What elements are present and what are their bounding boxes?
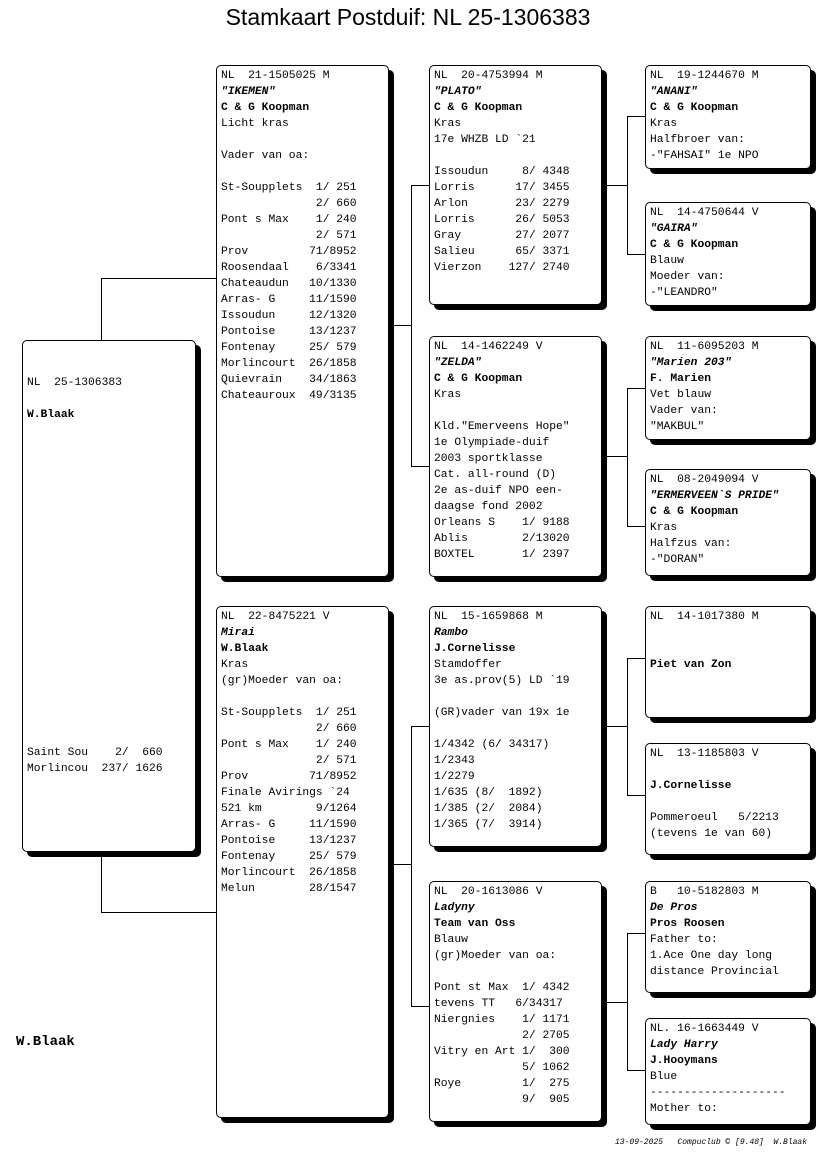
connector (627, 526, 645, 527)
connector (627, 254, 645, 255)
card-line: Morlincourt 26/1858 (221, 867, 357, 879)
card-line: Team van Oss (434, 918, 516, 930)
connector (627, 933, 645, 934)
card-line: NL 20-1613086 V (434, 886, 543, 898)
card-line: 9/ 905 (434, 1094, 570, 1106)
card-line: Moeder van: (650, 271, 725, 283)
card-line: Pont st Max 1/ 4342 (434, 982, 570, 994)
card-line: Kras (434, 118, 462, 130)
connector (602, 456, 627, 457)
card-line: Arlon 23/ 2279 (434, 198, 570, 210)
card-line: 2/ 660 (221, 723, 357, 735)
card-line: (gr)Moeder van oa: (221, 675, 344, 687)
mmf-card[interactable] (645, 881, 811, 993)
card-line: NL 14-1462249 V (434, 341, 543, 353)
card-line: NL 25-1306383 (27, 377, 122, 389)
card-line: NL 21-1505025 M (221, 70, 330, 82)
card-line: Orleans S 1/ 9188 (434, 517, 570, 529)
card-line: Licht kras (221, 118, 289, 130)
card-line: 2e as-duif NPO een- (434, 485, 563, 497)
card-line: 1e Olympiade-duif (434, 437, 550, 449)
card-line: Issoudun 12/1320 (221, 310, 357, 322)
card-line: 1.Ace One day long (650, 950, 773, 962)
card-line: 2/ 2705 (434, 1030, 570, 1042)
connector (411, 185, 429, 186)
card-line: -"FAHSAI" 1e NPO (650, 150, 759, 162)
card-line: 1/2279 (434, 771, 475, 783)
connector (627, 933, 628, 1070)
card-line: NL. 16-1663449 V (650, 1023, 759, 1035)
connector (389, 864, 411, 865)
fmf-card[interactable] (645, 336, 811, 440)
card-line (650, 625, 810, 641)
card-line: 2/ 571 (221, 230, 357, 242)
card-line: Kld."Emerveens Hope" (434, 421, 570, 433)
card-line: Pont s Max 1/ 240 (221, 214, 357, 226)
card-line: tevens TT 6/34317 (434, 998, 563, 1010)
card-line: C & G Koopman (650, 506, 739, 518)
card-line (221, 164, 388, 180)
card-line: Mother to: (650, 1103, 718, 1115)
mmm-card[interactable] (645, 1018, 811, 1125)
card-line (434, 721, 601, 737)
card-line: Vader van oa: (221, 150, 310, 162)
card-line: Prov 71/8952 (221, 771, 357, 783)
card-line: Kras (221, 659, 249, 671)
page-title: Stamkaart Postduif: NL 25-1306383 (225, 4, 591, 30)
card-line: B 10-5182803 M (650, 886, 759, 898)
card-line: Arras- G 11/1590 (221, 294, 357, 306)
mff-card[interactable] (645, 606, 811, 718)
card-line: 1/2343 (434, 755, 475, 767)
card-line: "ERMERVEEN`S PRIDE" (650, 490, 779, 502)
card-line: Halfbroer van: (650, 134, 745, 146)
card-line: distance Provincial (650, 966, 779, 978)
connector (411, 466, 429, 467)
mother-mother-card[interactable] (429, 881, 602, 1122)
card-line: Roosendaal 6/3341 (221, 262, 357, 274)
card-line: F. Marien (650, 373, 712, 385)
card-line (650, 641, 810, 657)
card-line: Blue (650, 1071, 678, 1083)
card-line: 521 km 9/1264 (221, 803, 357, 815)
card-line: Father to: (650, 934, 718, 946)
card-line: C & G Koopman (221, 102, 310, 114)
connector (602, 185, 627, 186)
card-line: NL 14-4750644 V (650, 207, 759, 219)
card-line: Kras (434, 389, 462, 401)
card-line: St-Soupplets 1/ 251 (221, 182, 357, 194)
card-line: Morlincou 237/ 1626 (27, 763, 163, 775)
card-line: Melun 28/1547 (221, 883, 357, 895)
connector (627, 1070, 645, 1071)
connector (627, 116, 645, 117)
card-line (650, 794, 810, 810)
card-line: Salieu 65/ 3371 (434, 246, 570, 258)
card-line: "MAKBUL" (650, 421, 705, 433)
card-line: Piet van Zon (650, 659, 732, 671)
card-line: Saint Sou 2/ 660 (27, 747, 163, 759)
fmm-card[interactable] (645, 469, 811, 576)
card-line: Vitry en Art 1/ 300 (434, 1046, 570, 1058)
card-line: J.Cornelisse (650, 780, 732, 792)
card-line (434, 403, 601, 419)
card-line: NL 13-1185803 V (650, 748, 759, 760)
connector (101, 912, 216, 913)
card-line: Vierzon 127/ 2740 (434, 262, 570, 274)
card-line: Pontoise 13/1237 (221, 835, 357, 847)
card-line: De Pros (650, 902, 698, 914)
card-line: 3e as.prov(5) LD `19 (434, 675, 570, 687)
connector (627, 795, 645, 796)
connector (411, 185, 412, 466)
connector (627, 658, 628, 795)
card-line: Vader van: (650, 405, 718, 417)
card-line: NL 19-1244670 M (650, 70, 759, 82)
card-line: Issoudun 8/ 4348 (434, 166, 570, 178)
card-line: W.Blaak (27, 409, 75, 421)
card-line: Ladyny (434, 902, 475, 914)
card-line: 2/ 571 (221, 755, 357, 767)
card-line: -------------------- (650, 1087, 786, 1099)
card-line (221, 132, 388, 148)
card-line: C & G Koopman (650, 239, 739, 251)
card-line: -"LEANDRO" (650, 287, 718, 299)
card-line: St-Soupplets 1/ 251 (221, 707, 357, 719)
subject-card[interactable] (22, 340, 196, 852)
card-line: "Marien 203" (650, 357, 732, 369)
card-line (27, 391, 195, 407)
card-line: 2/ 660 (221, 198, 357, 210)
card-line: Rambo (434, 627, 468, 639)
card-line: J.Hooymans (650, 1055, 718, 1067)
connector (101, 278, 102, 340)
connector (411, 1006, 429, 1007)
card-line: NL 15-1659868 M (434, 611, 543, 623)
card-line: Morlincourt 26/1858 (221, 358, 357, 370)
card-line: Blauw (434, 934, 468, 946)
connector (627, 658, 645, 659)
connector (627, 116, 628, 254)
card-line: 5/ 1062 (434, 1062, 570, 1074)
card-line: 1/635 (8/ 1892) (434, 787, 543, 799)
card-line: Pommeroeul 5/2213 (650, 812, 779, 824)
card-line: Gray 27/ 2077 (434, 230, 570, 242)
card-line: Chateaudun 10/1330 (221, 278, 357, 290)
card-line: Pont s Max 1/ 240 (221, 739, 357, 751)
card-line: 1/365 (7/ 3914) (434, 819, 543, 831)
mother-father-card[interactable] (429, 606, 602, 847)
card-line: daagse fond 2002 (434, 501, 543, 513)
card-line: -"DORAN" (650, 554, 705, 566)
card-line: Lorris 26/ 5053 (434, 214, 570, 226)
card-line: Kras (650, 118, 678, 130)
mfm-card[interactable] (645, 743, 811, 855)
connector (602, 1002, 627, 1003)
connector (602, 726, 627, 727)
card-line (27, 423, 195, 439)
card-line: Lady Harry (650, 1039, 718, 1051)
card-line: "ZELDA" (434, 357, 482, 369)
card-line: NL 11-6095203 M (650, 341, 759, 353)
card-line: Niergnies 1/ 1171 (434, 1014, 570, 1026)
card-line: (tevens 1e van 60) (650, 828, 773, 840)
card-line: (gr)Moeder van oa: (434, 950, 557, 962)
card-line: C & G Koopman (434, 102, 523, 114)
card-line: Chateauroux 49/3135 (221, 390, 357, 402)
card-line: 17e WHZB LD `21 (434, 134, 536, 146)
card-line: Pontoise 13/1237 (221, 326, 357, 338)
card-line: Kras (650, 522, 678, 534)
father-mother-card[interactable] (429, 336, 602, 577)
card-line (434, 964, 601, 980)
card-line: W.Blaak (221, 643, 269, 655)
card-line: Quievrain 34/1863 (221, 374, 357, 386)
card-line: 2003 sportklasse (434, 453, 543, 465)
card-line: 1/385 (2/ 2084) (434, 803, 543, 815)
fff-card[interactable] (645, 65, 811, 169)
father-father-card[interactable] (429, 65, 602, 305)
card-line: "ANANI" (650, 86, 698, 98)
card-line: NL 14-1017380 M (650, 611, 759, 623)
connector (101, 278, 216, 279)
connector (627, 388, 628, 526)
connector (411, 726, 429, 727)
card-line: "PLATO" (434, 86, 482, 98)
card-line: J.Cornelisse (434, 643, 516, 655)
connector (411, 726, 412, 1006)
card-line: Fontenay 25/ 579 (221, 342, 357, 354)
card-line: NL 20-4753994 M (434, 70, 543, 82)
owner-name: W.Blaak (16, 1034, 75, 1050)
card-line: Stamdoffer (434, 659, 502, 671)
card-line: Finale Avirings `24 (221, 787, 350, 799)
mother-card[interactable] (216, 606, 389, 1118)
card-line: Arras- G 11/1590 (221, 819, 357, 831)
card-line: Mirai (221, 627, 255, 639)
card-line: 1/4342 (6/ 34317) (434, 739, 550, 751)
card-line: Roye 1/ 275 (434, 1078, 570, 1090)
card-line: Cat. all-round (D) (434, 469, 557, 481)
card-line: NL 22-8475221 V (221, 611, 330, 623)
card-line (650, 762, 810, 778)
connector (627, 388, 645, 389)
card-line: "IKEMEN" (221, 86, 276, 98)
ffm-card[interactable] (645, 202, 811, 306)
card-line: C & G Koopman (434, 373, 523, 385)
card-line: Lorris 17/ 3455 (434, 182, 570, 194)
connector (101, 852, 102, 912)
father-card[interactable] (216, 65, 389, 577)
card-line: Blauw (650, 255, 684, 267)
card-line: Vet blauw (650, 389, 712, 401)
card-line: NL 08-2049094 V (650, 474, 759, 486)
card-line: Fontenay 25/ 579 (221, 851, 357, 863)
card-line: BOXTEL 1/ 2397 (434, 549, 570, 561)
card-line: Pros Roosen (650, 918, 725, 930)
card-line: Halfzus van: (650, 538, 732, 550)
card-line (221, 689, 388, 705)
card-line: (GR)vader van 19x 1e (434, 707, 570, 719)
connector (389, 325, 411, 326)
card-line (434, 148, 601, 164)
card-line: Prov 71/8952 (221, 246, 357, 258)
card-line: C & G Koopman (650, 102, 739, 114)
card-line: "GAIRA" (650, 223, 698, 235)
card-line: Ablis 2/13020 (434, 533, 570, 545)
footer-text: 13-09-2025 Compuclub © [9.48] W.Blaak (615, 1138, 808, 1147)
card-line (434, 689, 601, 705)
